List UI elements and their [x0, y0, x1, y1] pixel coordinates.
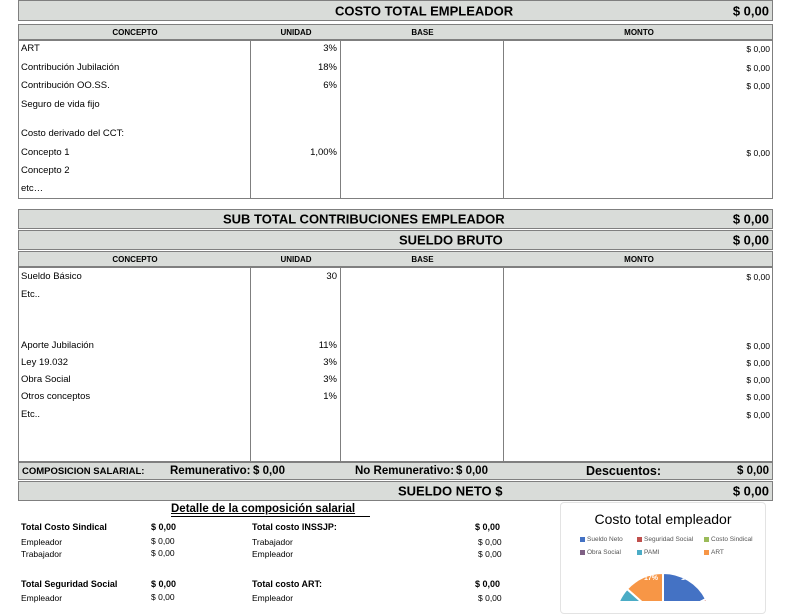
art-empleador-value: $ 0,00 [478, 593, 502, 603]
legend-swatch [637, 537, 642, 542]
no-remunerativo-value: $ 0,00 [456, 465, 488, 477]
row-concepto: Obra Social [21, 374, 71, 385]
col-unidad: UNIDAD [280, 255, 312, 264]
descuentos-label: Descuentos: [586, 464, 662, 478]
remunerativo-label: Remunerativo: [170, 465, 251, 477]
legend-label: ART [711, 549, 724, 556]
row-monto: $ 0,00 [746, 272, 770, 282]
costo-total-band [18, 0, 773, 21]
sindical-empleador-value: $ 0,00 [151, 536, 175, 546]
table-row [18, 287, 773, 304]
sueldo-bruto-band [18, 230, 773, 250]
row-concepto: Etc.. [21, 409, 41, 420]
row-concepto: Contribución Jubilación [21, 62, 120, 73]
legend-label: Seguridad Social [644, 536, 694, 543]
row-concepto: Sueldo Básico [21, 271, 82, 282]
row-unidad: 30 [326, 271, 337, 282]
row-unidad: 1% [323, 391, 337, 402]
remunerativo-value: $ 0,00 [253, 465, 285, 477]
row-monto: $ 0,00 [746, 148, 770, 158]
seguridad-empleador-label: Empleador [21, 593, 63, 603]
sindical-title: Total Costo Sindical [21, 522, 107, 532]
legend-seguridad-social [637, 536, 693, 543]
col-base: BASE [411, 255, 434, 264]
composicion-label: COMPOSICION SALARIAL: [22, 466, 145, 477]
row-unidad: 1,00% [310, 147, 337, 158]
inssjp-title: Total costo INSSJP: [252, 522, 337, 532]
row-unidad: 11% [318, 340, 337, 351]
table-row [18, 78, 773, 95]
legend-sueldo-neto [580, 536, 623, 543]
salary-table-header [18, 251, 773, 267]
chart-title: Costo total empleador [594, 511, 732, 527]
table-row [18, 407, 773, 424]
inssjp-trabajador-value: $ 0,00 [478, 537, 502, 547]
sindical-empleador-label: Empleador [21, 537, 63, 547]
costo-total-title: COSTO TOTAL EMPLEADOR [335, 3, 514, 18]
row-concepto: etc… [21, 183, 44, 194]
row-unidad: 3% [323, 374, 337, 385]
row-monto: $ 0,00 [746, 341, 770, 351]
table-row [18, 60, 773, 77]
row-concepto: Seguro de vida fijo [21, 99, 100, 110]
col-monto: MONTO [624, 28, 654, 37]
legend-art [704, 549, 724, 556]
legend-swatch [704, 537, 709, 542]
seguridad-title: Total Seguridad Social [21, 579, 118, 589]
row-concepto: Ley 19.032 [21, 357, 69, 368]
sueldo-bruto-value: $ 0,00 [732, 232, 769, 248]
row-monto: $ 0,00 [746, 375, 770, 385]
table-row [18, 41, 773, 58]
row-monto: $ 0,00 [746, 392, 770, 402]
subtotal-title: SUB TOTAL CONTRIBUCIONES EMPLEADOR [223, 211, 505, 227]
row-monto: $ 0,00 [746, 44, 770, 54]
table-row [18, 269, 773, 286]
inssjp-empleador-value: $ 0,00 [478, 549, 502, 559]
costo-total-value: $ 0,00 [732, 3, 769, 18]
legend-swatch [580, 550, 585, 555]
row-concepto: Concepto 2 [21, 165, 70, 176]
sindical-value: $ 0,00 [151, 522, 177, 532]
table-row [18, 355, 773, 372]
row-concepto: Etc.. [21, 289, 41, 300]
table-row [18, 163, 773, 180]
legend-label: Sueldo Neto [587, 536, 623, 543]
row-monto: $ 0,00 [746, 63, 770, 73]
row-monto: $ 0,00 [746, 81, 770, 91]
sueldo-neto-title: SUELDO NETO $ [398, 483, 503, 499]
composicion-salarial-band [18, 462, 773, 480]
table-row [18, 126, 773, 143]
subtotal-band [18, 209, 773, 229]
col-unidad: UNIDAD [280, 28, 312, 37]
table-row [18, 181, 773, 198]
detalle-underline-rule [171, 516, 370, 517]
pie-label-art: 17% [643, 575, 659, 582]
col-concepto: CONCEPTO [112, 28, 158, 37]
table-row [18, 338, 773, 355]
pie-chart [560, 502, 766, 614]
pie-svg [561, 559, 765, 601]
sindical-trabajador-value: $ 0,00 [151, 548, 175, 558]
sueldo-neto-value: $ 0,00 [732, 483, 769, 499]
row-concepto: Costo derivado del CCT: [21, 128, 124, 139]
pie-label-sueldo-neto: 16% [680, 575, 696, 582]
table-row [18, 145, 773, 162]
employer-table-header [18, 24, 773, 40]
inssjp-trabajador-label: Trabajador [252, 537, 293, 547]
row-concepto: Aporte Jubilación [21, 340, 94, 351]
row-monto: $ 0,00 [746, 410, 770, 420]
art-empleador-label: Empleador [252, 593, 294, 603]
row-monto: $ 0,00 [746, 358, 770, 368]
subtotal-value: $ 0,00 [732, 211, 769, 227]
col-base: BASE [411, 28, 434, 37]
seguridad-empleador-value: $ 0,00 [151, 592, 175, 602]
descuentos-value: $ 0,00 [737, 465, 769, 477]
legend-label: Costo Sindical [711, 536, 753, 543]
art-title: Total costo ART: [252, 579, 322, 589]
row-unidad: 6% [323, 80, 337, 91]
sindical-trabajador-label: Trabajador [21, 549, 62, 559]
row-unidad: 3% [323, 43, 337, 54]
inssjp-value: $ 0,00 [475, 522, 501, 532]
legend-costo-sindical [704, 536, 753, 543]
legend-swatch [704, 550, 709, 555]
table-row [18, 97, 773, 114]
legend-pami [637, 549, 659, 556]
col-concepto: CONCEPTO [112, 255, 158, 264]
art-value: $ 0,00 [475, 579, 501, 589]
col-monto: MONTO [624, 255, 654, 264]
seguridad-value: $ 0,00 [151, 579, 177, 589]
detalle-title: Detalle de la composición salarial [171, 503, 356, 515]
no-remunerativo-label: No Remunerativo: [355, 465, 455, 477]
legend-label: PAMI [644, 549, 660, 556]
legend-swatch [580, 537, 585, 542]
row-unidad: 3% [323, 357, 337, 368]
legend-obra-social [580, 549, 621, 556]
legend-swatch [637, 550, 642, 555]
legend-label: Obra Social [587, 549, 621, 556]
row-concepto: Contribución OO.SS. [21, 80, 110, 91]
inssjp-empleador-label: Empleador [252, 549, 294, 559]
sueldo-neto-band [18, 481, 773, 501]
row-concepto: Concepto 1 [21, 147, 70, 158]
row-concepto: ART [21, 43, 40, 54]
row-unidad: 18% [317, 62, 337, 73]
payroll-sheet [18, 0, 773, 603]
table-row [18, 389, 773, 406]
table-row [18, 372, 773, 389]
sueldo-bruto-title: SUELDO BRUTO [399, 232, 503, 248]
row-concepto: Otros conceptos [21, 391, 91, 402]
